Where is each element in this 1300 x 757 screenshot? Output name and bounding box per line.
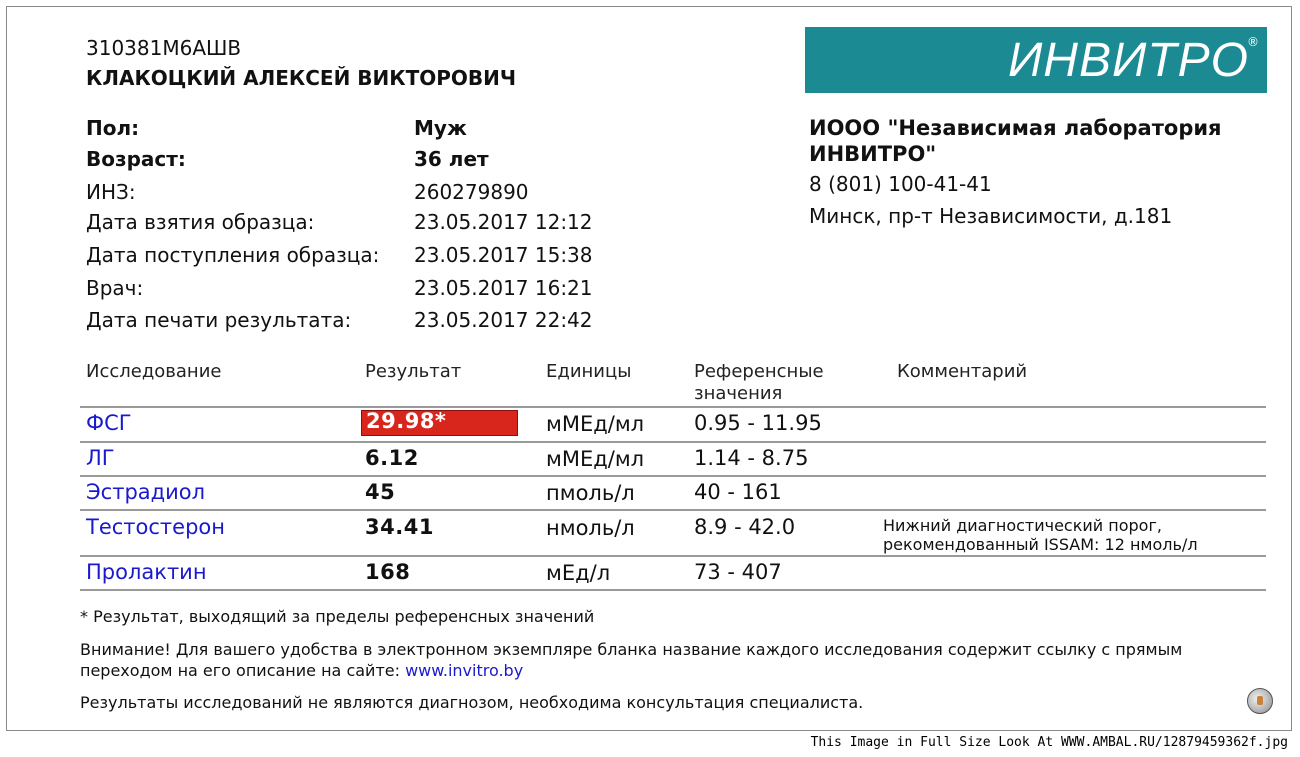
footnote: * Результат, выходящий за пределы референсных значений — [80, 607, 595, 626]
attention-line2-prefix: переходом на его описание на сайте: — [80, 661, 406, 680]
lab-name: ИООО "Независимая лаборатория ИНВИТРО" — [809, 116, 1222, 166]
result-value: 168 — [365, 560, 411, 584]
header-test: Исследование — [86, 361, 222, 382]
result-value: 45 — [365, 480, 396, 504]
info-label: Дата взятия образца: — [86, 210, 315, 234]
info-value: 23.05.2017 12:12 — [414, 210, 593, 234]
units-cell: мЕд/л — [546, 561, 611, 585]
result-value: 29.98* — [366, 409, 447, 433]
reference-cell: 0.95 - 11.95 — [694, 411, 822, 435]
header-reference-line2: значения — [694, 383, 783, 404]
info-value: 36 лет — [414, 147, 489, 171]
test-link-lh[interactable]: ЛГ — [86, 446, 115, 470]
info-value: Муж — [414, 116, 467, 140]
header-reference — [694, 361, 824, 405]
reference-cell: 1.14 - 8.75 — [694, 446, 809, 470]
table-divider — [80, 589, 1266, 591]
info-value: 260279890 — [414, 180, 529, 204]
reference-cell: 40 - 161 — [694, 480, 782, 504]
lab-phone: 8 (801) 100-41-41 — [809, 172, 992, 196]
table-divider — [80, 555, 1266, 557]
table-divider — [80, 441, 1266, 443]
info-value: 23.05.2017 15:38 — [414, 243, 593, 267]
test-link-prolactin[interactable]: Пролактин — [86, 560, 207, 584]
stamp-icon — [1247, 688, 1273, 714]
table-divider — [80, 406, 1266, 408]
comment-line: Нижний диагностический порог, — [883, 516, 1162, 535]
site-link[interactable]: www.invitro.by — [405, 661, 524, 680]
attention-note — [80, 639, 1182, 681]
info-label: Пол: — [86, 116, 140, 140]
comment-line: рекомендованный ISSAM: 12 нмоль/л — [883, 535, 1198, 554]
patient-name: КЛАКОЦКИЙ АЛЕКСЕЙ ВИКТОРОВИЧ — [86, 66, 517, 90]
units-cell: нмоль/л — [546, 516, 635, 540]
disclaimer: Результаты исследований не являются диагнозом, необходима консультация специалиста. — [80, 693, 864, 712]
attention-line1: Внимание! Для вашего удобства в электронном экземпляре бланка название каждого исследования содержит ссылку с прямым — [80, 640, 1183, 659]
test-link-estradiol[interactable]: Эстрадиол — [86, 480, 206, 504]
header-units: Единицы — [546, 361, 632, 382]
attention-line2 — [80, 660, 1182, 681]
info-label: Врач: — [86, 276, 144, 300]
result-flag-out-of-range — [361, 410, 518, 436]
units-cell: мМЕд/мл — [546, 412, 645, 436]
info-value: 23.05.2017 22:42 — [414, 308, 593, 332]
info-label: Возраст: — [86, 147, 186, 171]
table-divider — [80, 509, 1266, 511]
info-label: Дата печати результата: — [86, 308, 352, 332]
header-result: Результат — [365, 361, 462, 382]
test-link-fsh[interactable]: ФСГ — [86, 411, 132, 435]
result-value: 6.12 — [365, 446, 419, 470]
invitro-logo — [805, 27, 1267, 93]
test-link-testosterone[interactable]: Тестостерон — [86, 515, 225, 539]
patient-id-code: 310381M6АШВ — [86, 36, 242, 60]
lab-address: Минск, пр-т Независимости, д.181 — [809, 204, 1173, 228]
header-comment: Комментарий — [897, 361, 1028, 382]
table-divider — [80, 475, 1266, 477]
logo-text: ИНВИТРО — [1007, 34, 1249, 87]
reference-cell: 73 - 407 — [694, 560, 782, 584]
result-value: 34.41 — [365, 515, 434, 539]
reference-cell: 8.9 - 42.0 — [694, 515, 796, 539]
registered-mark-icon: ® — [1247, 35, 1259, 49]
watermark-text: This Image in Full Size Look At WWW.AMBAL.RU/12879459362f.jpg — [810, 735, 1288, 750]
info-label: ИНЗ: — [86, 180, 136, 204]
comment-cell — [883, 516, 1198, 554]
header-reference-line1: Референсные — [694, 361, 824, 382]
info-value: 23.05.2017 16:21 — [414, 276, 593, 300]
units-cell: пмоль/л — [546, 481, 635, 505]
units-cell: мМЕд/мл — [546, 447, 645, 471]
info-label: Дата поступления образца: — [86, 243, 380, 267]
